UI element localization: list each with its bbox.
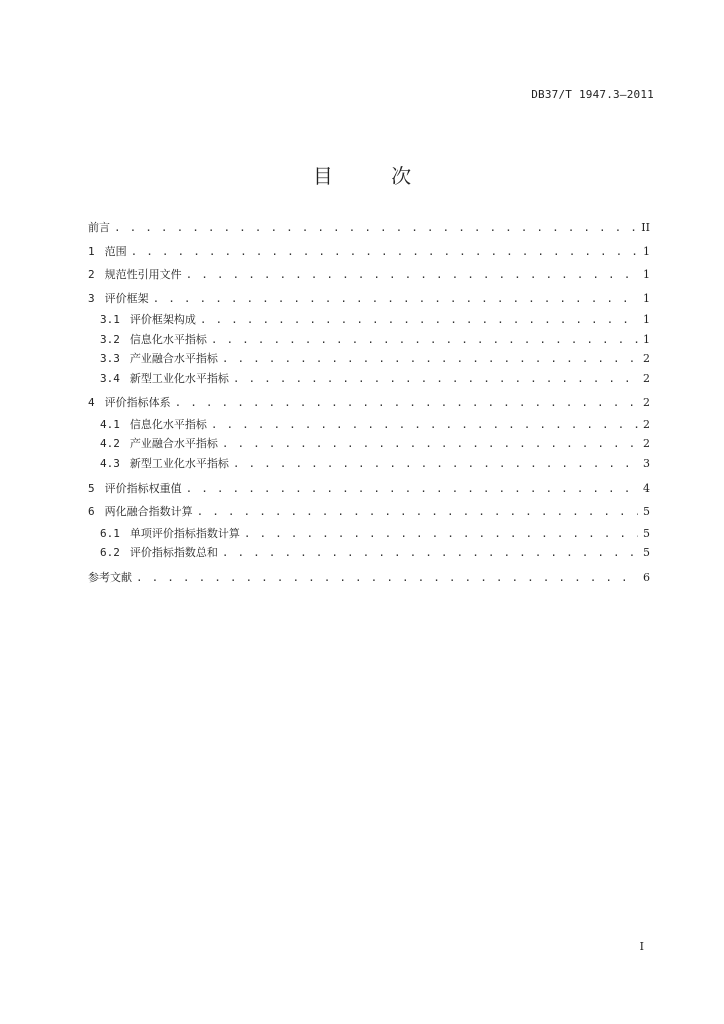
- toc-dot-leader: [233, 454, 638, 474]
- toc-dot-leader: [131, 240, 638, 264]
- toc-entry-page: 1: [643, 268, 650, 281]
- toc-entry-number: 3.4: [100, 371, 120, 385]
- toc-dot-leader: [114, 216, 637, 240]
- toc-entry[interactable]: [88, 287, 650, 311]
- toc-entry[interactable]: [88, 369, 650, 389]
- toc-entry-number: 3.2: [100, 332, 120, 346]
- toc-entry-page: 5: [643, 505, 650, 519]
- toc-entry[interactable]: [88, 240, 650, 264]
- toc-entry-page: 1: [643, 313, 650, 326]
- toc-dot-leader: [200, 310, 638, 330]
- toc-entry-number: 4.2: [100, 437, 120, 451]
- toc-entry-label: 范围: [104, 244, 127, 258]
- toc-entry-label: 评价指标权重值: [104, 481, 182, 495]
- toc-entry-number: 6.2: [100, 546, 120, 560]
- toc-entry-page: 2: [643, 417, 650, 431]
- toc-entry-page: 1: [643, 332, 650, 346]
- toc-entry-label: 前言: [88, 221, 110, 234]
- toc-entry[interactable]: [88, 415, 650, 435]
- toc-entry-page: 2: [643, 371, 650, 385]
- toc-title: 目 次: [312, 164, 438, 188]
- toc-entry[interactable]: [88, 330, 650, 350]
- toc-entry-label: 新型工业化水平指标: [129, 457, 229, 471]
- toc-dot-leader: [211, 415, 638, 435]
- toc-entry-label: 评价框架构成: [129, 313, 196, 326]
- toc-entry[interactable]: [88, 543, 650, 563]
- standard-code: DB37/T 1947.3—2011: [531, 88, 654, 101]
- toc-entry-page: 5: [643, 546, 650, 560]
- toc-entry-label: 单项评价指标指数计算: [129, 526, 240, 540]
- toc-dot-leader: [233, 369, 638, 389]
- toc-entry-number: 5: [88, 481, 95, 495]
- toc-dot-leader: [222, 349, 638, 369]
- toc-entry-number: 3.1: [100, 313, 120, 326]
- toc-entry[interactable]: [88, 349, 650, 369]
- toc-entry-label: 评价框架: [104, 291, 149, 305]
- toc-dot-leader: [186, 263, 638, 287]
- toc-entry-page: 1: [643, 291, 650, 305]
- toc-entry[interactable]: [88, 566, 650, 590]
- toc-entry[interactable]: [88, 500, 650, 524]
- toc-entry-number: 4: [88, 396, 95, 410]
- toc-dot-leader: [153, 287, 638, 311]
- toc-dot-leader: [222, 434, 638, 454]
- toc-dot-leader: [136, 566, 638, 590]
- toc-entry-label: 产业融合水平指标: [129, 352, 218, 366]
- toc-entry[interactable]: [88, 391, 650, 415]
- toc-entry-page: 2: [643, 352, 650, 366]
- toc-dot-leader: [186, 477, 638, 501]
- toc-entry[interactable]: [88, 454, 650, 474]
- toc-entry-label: 信息化水平指标: [129, 332, 207, 346]
- toc-entry[interactable]: [88, 434, 650, 454]
- toc-entry-page: 6: [643, 570, 650, 584]
- toc-dot-leader: [211, 330, 638, 350]
- toc-entry[interactable]: [88, 524, 650, 544]
- toc-entry-number: 6: [88, 505, 95, 519]
- toc-entry-number: 3.3: [100, 352, 120, 366]
- toc-dot-leader: [175, 391, 638, 415]
- toc-dot-leader: [197, 500, 638, 524]
- toc-entry-number: 3: [88, 291, 95, 305]
- toc-entry[interactable]: [88, 263, 650, 287]
- toc-entry-number: 4.1: [100, 417, 120, 431]
- toc-entry-label: 新型工业化水平指标: [129, 371, 229, 385]
- toc-entry-number: 4.3: [100, 457, 120, 471]
- table-of-contents: [88, 216, 650, 589]
- toc-entry-page: II: [641, 221, 650, 234]
- toc-entry[interactable]: [88, 477, 650, 501]
- toc-entry-number: 2: [88, 268, 95, 281]
- toc-dot-leader: [222, 543, 638, 563]
- toc-dot-leader: [244, 524, 638, 544]
- toc-entry-page: 3: [643, 457, 650, 471]
- toc-entry-label: 评价指标体系: [104, 396, 171, 410]
- toc-entry-page: 1: [643, 244, 650, 258]
- toc-entry[interactable]: [88, 310, 650, 330]
- page-number: I: [639, 940, 644, 953]
- toc-entry-label: 产业融合水平指标: [129, 437, 218, 451]
- toc-entry-label: 规范性引用文件: [104, 268, 182, 281]
- toc-entry-label: 信息化水平指标: [129, 417, 207, 431]
- toc-entry-page: 2: [643, 437, 650, 451]
- toc-entry-label: 两化融合指数计算: [104, 505, 193, 519]
- toc-entry-number: 1: [88, 244, 95, 258]
- toc-entry-label: 评价指标指数总和: [129, 546, 218, 560]
- toc-entry[interactable]: [88, 216, 650, 240]
- toc-entry-label: 参考文献: [88, 570, 132, 584]
- toc-entry-page: 2: [643, 396, 650, 410]
- toc-entry-page: 5: [643, 526, 650, 540]
- toc-entry-number: 6.1: [100, 526, 120, 540]
- toc-entry-page: 4: [643, 481, 650, 495]
